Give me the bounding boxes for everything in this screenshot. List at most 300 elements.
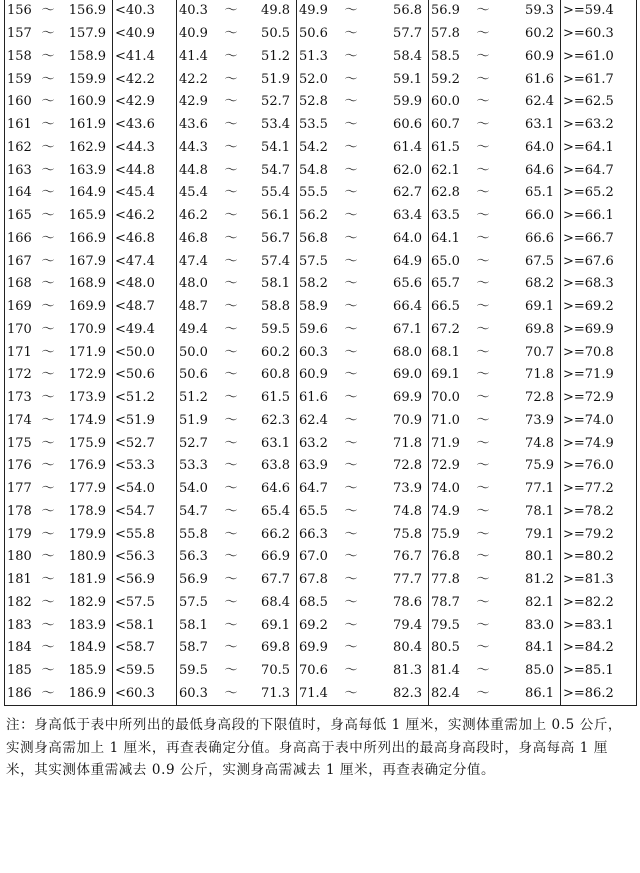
below-range-cell-value: <48.7 <box>115 299 155 315</box>
band-1-cell <box>177 387 297 410</box>
height-range <box>5 159 113 182</box>
band-1-cell <box>177 455 297 478</box>
band-1-cell-to: 67.7 <box>261 572 290 588</box>
height-range-from: 179 <box>7 526 32 542</box>
table-row <box>5 683 637 706</box>
band-2-cell-to: 82.3 <box>393 685 422 701</box>
height-range-from: 180 <box>7 549 32 565</box>
band-3-cell-separator: ～ <box>476 26 490 42</box>
band-1-cell-separator: ～ <box>224 26 238 42</box>
band-3-cell-separator: ～ <box>476 344 490 360</box>
table-row <box>5 455 637 478</box>
band-1-cell-separator: ～ <box>224 435 238 451</box>
above-range-cell <box>561 273 637 296</box>
band-1-cell-to: 49.8 <box>261 3 290 19</box>
band-3-cell-from: 68.1 <box>431 344 460 360</box>
band-2-cell-from: 54.2 <box>299 139 328 155</box>
height-range-to: 184.9 <box>68 640 106 656</box>
height-range-to: 183.9 <box>68 617 106 633</box>
band-1-cell-from: 42.2 <box>179 71 208 87</box>
below-range-cell-value: <56.9 <box>115 572 155 588</box>
below-range-cell <box>113 523 177 546</box>
above-range-cell-value: >=64.7 <box>563 162 614 178</box>
band-3-cell-to: 72.8 <box>525 390 554 406</box>
band-1-cell <box>177 273 297 296</box>
band-1-cell-separator: ～ <box>224 71 238 87</box>
height-range-separator: ～ <box>41 685 55 701</box>
band-1-cell-to: 66.9 <box>261 549 290 565</box>
above-range-cell-value: >=82.2 <box>563 594 614 610</box>
band-2-cell-to: 65.6 <box>393 276 422 292</box>
band-2-cell-from: 68.5 <box>299 594 328 610</box>
band-2-cell <box>297 114 429 137</box>
height-range-separator: ～ <box>41 71 55 87</box>
band-2-cell <box>297 546 429 569</box>
band-3-cell-to: 61.6 <box>525 71 554 87</box>
height-range <box>5 364 113 387</box>
below-range-cell <box>113 114 177 137</box>
band-1-cell-from: 49.4 <box>179 321 208 337</box>
band-1-cell-from: 40.9 <box>179 26 208 42</box>
above-range-cell <box>561 523 637 546</box>
band-2-cell-separator: ～ <box>344 640 358 656</box>
height-range-separator: ～ <box>41 3 55 19</box>
band-3-cell-from: 81.4 <box>431 663 460 679</box>
height-range-from: 173 <box>7 390 32 406</box>
table-row <box>5 523 637 546</box>
band-2-cell-from: 70.6 <box>299 663 328 679</box>
height-range <box>5 637 113 660</box>
band-1-cell-to: 62.3 <box>261 412 290 428</box>
below-range-cell <box>113 182 177 205</box>
table-row <box>5 546 637 569</box>
height-range-separator: ～ <box>41 253 55 269</box>
band-2-cell <box>297 182 429 205</box>
band-3-cell-separator: ～ <box>476 685 490 701</box>
band-2-cell-to: 58.4 <box>393 48 422 64</box>
band-1-cell-to: 63.8 <box>261 458 290 474</box>
band-3-cell-separator: ～ <box>476 71 490 87</box>
band-1-cell-to: 58.1 <box>261 276 290 292</box>
height-range-separator: ～ <box>41 321 55 337</box>
band-3-cell-separator: ～ <box>476 572 490 588</box>
table-body <box>5 0 637 706</box>
band-3-cell <box>429 91 561 114</box>
below-range-cell <box>113 0 177 23</box>
band-2-cell-to: 79.4 <box>393 617 422 633</box>
band-3-cell-separator: ～ <box>476 117 490 133</box>
band-3-cell-to: 69.8 <box>525 321 554 337</box>
band-2-cell-separator: ～ <box>344 435 358 451</box>
band-2-cell-to: 64.0 <box>393 230 422 246</box>
band-3-cell-separator: ～ <box>476 549 490 565</box>
band-2-cell-from: 49.9 <box>299 3 328 19</box>
band-2-cell-from: 64.7 <box>299 481 328 497</box>
band-3-cell-to: 84.1 <box>525 640 554 656</box>
table-row <box>5 159 637 182</box>
above-range-cell-value: >=77.2 <box>563 481 614 497</box>
height-range-to: 177.9 <box>68 481 106 497</box>
below-range-cell-value: <57.5 <box>115 594 155 610</box>
band-1-cell-to: 69.8 <box>261 640 290 656</box>
height-range <box>5 683 113 706</box>
above-range-cell <box>561 250 637 273</box>
below-range-cell-value: <46.8 <box>115 230 155 246</box>
below-range-cell-value: <51.9 <box>115 412 155 428</box>
band-2-cell-from: 58.2 <box>299 276 328 292</box>
band-1-cell <box>177 660 297 683</box>
above-range-cell <box>561 228 637 251</box>
band-2-cell <box>297 637 429 660</box>
below-range-cell-value: <41.4 <box>115 48 155 64</box>
below-range-cell-value: <42.9 <box>115 94 155 110</box>
table-row <box>5 137 637 160</box>
above-range-cell-value: >=76.0 <box>563 458 614 474</box>
below-range-cell <box>113 660 177 683</box>
band-3-cell-to: 62.4 <box>525 94 554 110</box>
band-2-cell-to: 59.1 <box>393 71 422 87</box>
band-2-cell-to: 75.8 <box>393 526 422 542</box>
table-row <box>5 614 637 637</box>
above-range-cell <box>561 114 637 137</box>
band-1-cell <box>177 250 297 273</box>
band-3-cell-from: 60.0 <box>431 94 460 110</box>
above-range-cell-value: >=84.2 <box>563 640 614 656</box>
band-2-cell-separator: ～ <box>344 71 358 87</box>
band-2-cell <box>297 614 429 637</box>
band-1-cell-from: 43.6 <box>179 117 208 133</box>
above-range-cell-value: >=68.3 <box>563 276 614 292</box>
table-row <box>5 341 637 364</box>
band-2-cell <box>297 660 429 683</box>
above-range-cell-value: >=63.2 <box>563 117 614 133</box>
band-2-cell <box>297 410 429 433</box>
height-range <box>5 228 113 251</box>
band-1-cell-from: 46.8 <box>179 230 208 246</box>
height-range-to: 159.9 <box>68 71 106 87</box>
band-3-cell-from: 75.9 <box>431 526 460 542</box>
height-range-to: 170.9 <box>68 321 106 337</box>
below-range-cell <box>113 478 177 501</box>
band-1-cell-to: 63.1 <box>261 435 290 451</box>
band-2-cell-from: 58.9 <box>299 299 328 315</box>
band-1-cell-from: 48.7 <box>179 299 208 315</box>
band-2-cell-from: 67.8 <box>299 572 328 588</box>
height-range-from: 174 <box>7 412 32 428</box>
band-1-cell-separator: ～ <box>224 663 238 679</box>
band-3-cell-separator: ～ <box>476 162 490 178</box>
below-range-cell <box>113 319 177 342</box>
band-1-cell-from: 44.3 <box>179 139 208 155</box>
table-row <box>5 410 637 433</box>
band-1-cell-separator: ～ <box>224 640 238 656</box>
above-range-cell <box>561 546 637 569</box>
below-range-cell <box>113 46 177 69</box>
band-1-cell-separator: ～ <box>224 139 238 155</box>
band-1-cell-separator: ～ <box>224 162 238 178</box>
below-range-cell-value: <43.6 <box>115 117 155 133</box>
band-1-cell-to: 68.4 <box>261 594 290 610</box>
band-2-cell-to: 62.0 <box>393 162 422 178</box>
height-range <box>5 114 113 137</box>
band-2-cell-to: 80.4 <box>393 640 422 656</box>
band-3-cell-to: 80.1 <box>525 549 554 565</box>
band-1-cell-from: 47.4 <box>179 253 208 269</box>
height-range-to: 157.9 <box>68 26 106 42</box>
below-range-cell <box>113 91 177 114</box>
above-range-cell <box>561 569 637 592</box>
height-range <box>5 250 113 273</box>
below-range-cell-value: <44.8 <box>115 162 155 178</box>
below-range-cell-value: <55.8 <box>115 526 155 542</box>
band-3-cell-to: 60.9 <box>525 48 554 64</box>
band-3-cell <box>429 410 561 433</box>
height-range-from: 178 <box>7 503 32 519</box>
band-1-cell <box>177 319 297 342</box>
band-3-cell <box>429 296 561 319</box>
band-3-cell-to: 66.6 <box>525 230 554 246</box>
band-1-cell <box>177 0 297 23</box>
band-2-cell-from: 52.8 <box>299 94 328 110</box>
height-range <box>5 0 113 23</box>
height-range-to: 160.9 <box>68 94 106 110</box>
band-2-cell-from: 60.3 <box>299 344 328 360</box>
height-range-separator: ～ <box>41 640 55 656</box>
height-range-to: 185.9 <box>68 663 106 679</box>
band-1-cell-to: 57.4 <box>261 253 290 269</box>
band-3-cell-from: 76.8 <box>431 549 460 565</box>
band-3-cell <box>429 637 561 660</box>
height-range-to: 167.9 <box>68 253 106 269</box>
band-1-cell-separator: ～ <box>224 208 238 224</box>
band-3-cell-separator: ～ <box>476 276 490 292</box>
band-1-cell-from: 54.0 <box>179 481 208 497</box>
table-row <box>5 46 637 69</box>
height-range-separator: ～ <box>41 344 55 360</box>
above-range-cell <box>561 205 637 228</box>
band-2-cell <box>297 319 429 342</box>
above-range-cell-value: >=66.7 <box>563 230 614 246</box>
above-range-cell <box>561 683 637 706</box>
height-range <box>5 410 113 433</box>
band-3-cell-from: 67.2 <box>431 321 460 337</box>
band-1-cell <box>177 137 297 160</box>
band-2-cell-to: 69.9 <box>393 390 422 406</box>
band-3-cell-from: 60.7 <box>431 117 460 133</box>
height-range-from: 168 <box>7 276 32 292</box>
band-1-cell <box>177 546 297 569</box>
below-range-cell-value: <53.3 <box>115 458 155 474</box>
band-2-cell-separator: ～ <box>344 208 358 224</box>
band-1-cell-to: 66.2 <box>261 526 290 542</box>
height-range-separator: ～ <box>41 572 55 588</box>
band-3-cell-to: 74.8 <box>525 435 554 451</box>
height-range-to: 161.9 <box>68 117 106 133</box>
band-1-cell <box>177 410 297 433</box>
band-2-cell-from: 71.4 <box>299 685 328 701</box>
band-1-cell-to: 55.4 <box>261 185 290 201</box>
band-3-cell-from: 57.8 <box>431 26 460 42</box>
below-range-cell-value: <50.0 <box>115 344 155 360</box>
table-row <box>5 182 637 205</box>
band-2-cell <box>297 341 429 364</box>
band-1-cell-separator: ～ <box>224 344 238 360</box>
band-2-cell-from: 63.9 <box>299 458 328 474</box>
below-range-cell <box>113 432 177 455</box>
band-1-cell <box>177 614 297 637</box>
above-range-cell-value: >=62.5 <box>563 94 614 110</box>
band-1-cell <box>177 91 297 114</box>
band-2-cell <box>297 501 429 524</box>
band-2-cell-from: 50.6 <box>299 26 328 42</box>
table-row <box>5 0 637 23</box>
band-1-cell-from: 50.6 <box>179 367 208 383</box>
band-3-cell-from: 82.4 <box>431 685 460 701</box>
table-row <box>5 296 637 319</box>
above-range-cell <box>561 432 637 455</box>
band-3-cell-from: 70.0 <box>431 390 460 406</box>
band-2-cell-from: 53.5 <box>299 117 328 133</box>
height-range-from: 157 <box>7 26 32 42</box>
height-range <box>5 660 113 683</box>
band-3-cell-separator: ～ <box>476 503 490 519</box>
band-3-cell <box>429 319 561 342</box>
band-3-cell <box>429 23 561 46</box>
band-1-cell-from: 60.3 <box>179 685 208 701</box>
band-2-cell-to: 77.7 <box>393 572 422 588</box>
band-3-cell-to: 63.1 <box>525 117 554 133</box>
table-row <box>5 569 637 592</box>
below-range-cell <box>113 546 177 569</box>
band-2-cell-separator: ～ <box>344 572 358 588</box>
band-3-cell-from: 77.8 <box>431 572 460 588</box>
band-3-cell-to: 64.0 <box>525 139 554 155</box>
band-1-cell-from: 55.8 <box>179 526 208 542</box>
below-range-cell-value: <46.2 <box>115 208 155 224</box>
band-2-cell-separator: ～ <box>344 481 358 497</box>
below-range-cell-value: <51.2 <box>115 390 155 406</box>
band-2-cell-separator: ～ <box>344 594 358 610</box>
table-row <box>5 205 637 228</box>
band-3-cell <box>429 592 561 615</box>
below-range-cell <box>113 614 177 637</box>
band-3-cell-to: 82.1 <box>525 594 554 610</box>
band-2-cell <box>297 205 429 228</box>
band-3-cell-from: 72.9 <box>431 458 460 474</box>
below-range-cell <box>113 341 177 364</box>
band-2-cell <box>297 432 429 455</box>
band-1-cell-from: 56.3 <box>179 549 208 565</box>
band-2-cell-to: 67.1 <box>393 321 422 337</box>
band-2-cell <box>297 296 429 319</box>
band-1-cell-separator: ～ <box>224 185 238 201</box>
below-range-cell <box>113 23 177 46</box>
height-range-to: 158.9 <box>68 48 106 64</box>
height-range <box>5 46 113 69</box>
band-1-cell <box>177 159 297 182</box>
band-2-cell-to: 59.9 <box>393 94 422 110</box>
band-2-cell-separator: ～ <box>344 185 358 201</box>
band-2-cell <box>297 364 429 387</box>
above-range-cell-value: >=80.2 <box>563 549 614 565</box>
band-1-cell <box>177 228 297 251</box>
band-1-cell-to: 54.1 <box>261 139 290 155</box>
band-2-cell-separator: ～ <box>344 663 358 679</box>
band-3-cell-to: 85.0 <box>525 663 554 679</box>
band-2-cell-to: 81.3 <box>393 663 422 679</box>
below-range-cell <box>113 159 177 182</box>
height-range-from: 183 <box>7 617 32 633</box>
band-3-cell <box>429 546 561 569</box>
height-range-separator: ～ <box>41 390 55 406</box>
band-3-cell <box>429 182 561 205</box>
band-1-cell <box>177 569 297 592</box>
below-range-cell-value: <54.0 <box>115 481 155 497</box>
band-3-cell <box>429 683 561 706</box>
band-2-cell-separator: ～ <box>344 230 358 246</box>
band-1-cell-from: 44.8 <box>179 162 208 178</box>
height-range-from: 156 <box>7 3 32 19</box>
band-1-cell-to: 61.5 <box>261 390 290 406</box>
band-2-cell-to: 73.9 <box>393 481 422 497</box>
above-range-cell-value: >=81.3 <box>563 572 614 588</box>
band-1-cell-from: 48.0 <box>179 276 208 292</box>
table-row <box>5 501 637 524</box>
above-range-cell-value: >=71.9 <box>563 367 614 383</box>
band-3-cell <box>429 114 561 137</box>
above-range-cell <box>561 410 637 433</box>
band-2-cell <box>297 228 429 251</box>
below-range-cell-value: <45.4 <box>115 185 155 201</box>
band-1-cell <box>177 478 297 501</box>
band-3-cell <box>429 432 561 455</box>
below-range-cell-value: <40.9 <box>115 26 155 42</box>
table-row <box>5 23 637 46</box>
above-range-cell-value: >=78.2 <box>563 503 614 519</box>
table-row <box>5 478 637 501</box>
band-2-cell-to: 64.9 <box>393 253 422 269</box>
band-3-cell-to: 65.1 <box>525 185 554 201</box>
height-range <box>5 387 113 410</box>
band-3-cell <box>429 387 561 410</box>
height-range-separator: ～ <box>41 208 55 224</box>
band-3-cell-to: 86.1 <box>525 685 554 701</box>
below-range-cell-value: <56.3 <box>115 549 155 565</box>
height-range-to: 162.9 <box>68 139 106 155</box>
band-2-cell-from: 61.6 <box>299 390 328 406</box>
band-3-cell <box>429 46 561 69</box>
above-range-cell <box>561 455 637 478</box>
band-1-cell-to: 53.4 <box>261 117 290 133</box>
height-range <box>5 546 113 569</box>
band-1-cell-from: 42.9 <box>179 94 208 110</box>
height-range-to: 163.9 <box>68 162 106 178</box>
height-range <box>5 569 113 592</box>
height-range-from: 166 <box>7 230 32 246</box>
band-2-cell <box>297 250 429 273</box>
height-range-from: 169 <box>7 299 32 315</box>
band-3-cell-separator: ～ <box>476 412 490 428</box>
table-row <box>5 273 637 296</box>
band-3-cell <box>429 205 561 228</box>
height-range-to: 175.9 <box>68 435 106 451</box>
height-range-from: 163 <box>7 162 32 178</box>
below-range-cell <box>113 387 177 410</box>
height-range <box>5 273 113 296</box>
below-range-cell <box>113 569 177 592</box>
height-range <box>5 68 113 91</box>
band-3-cell <box>429 364 561 387</box>
